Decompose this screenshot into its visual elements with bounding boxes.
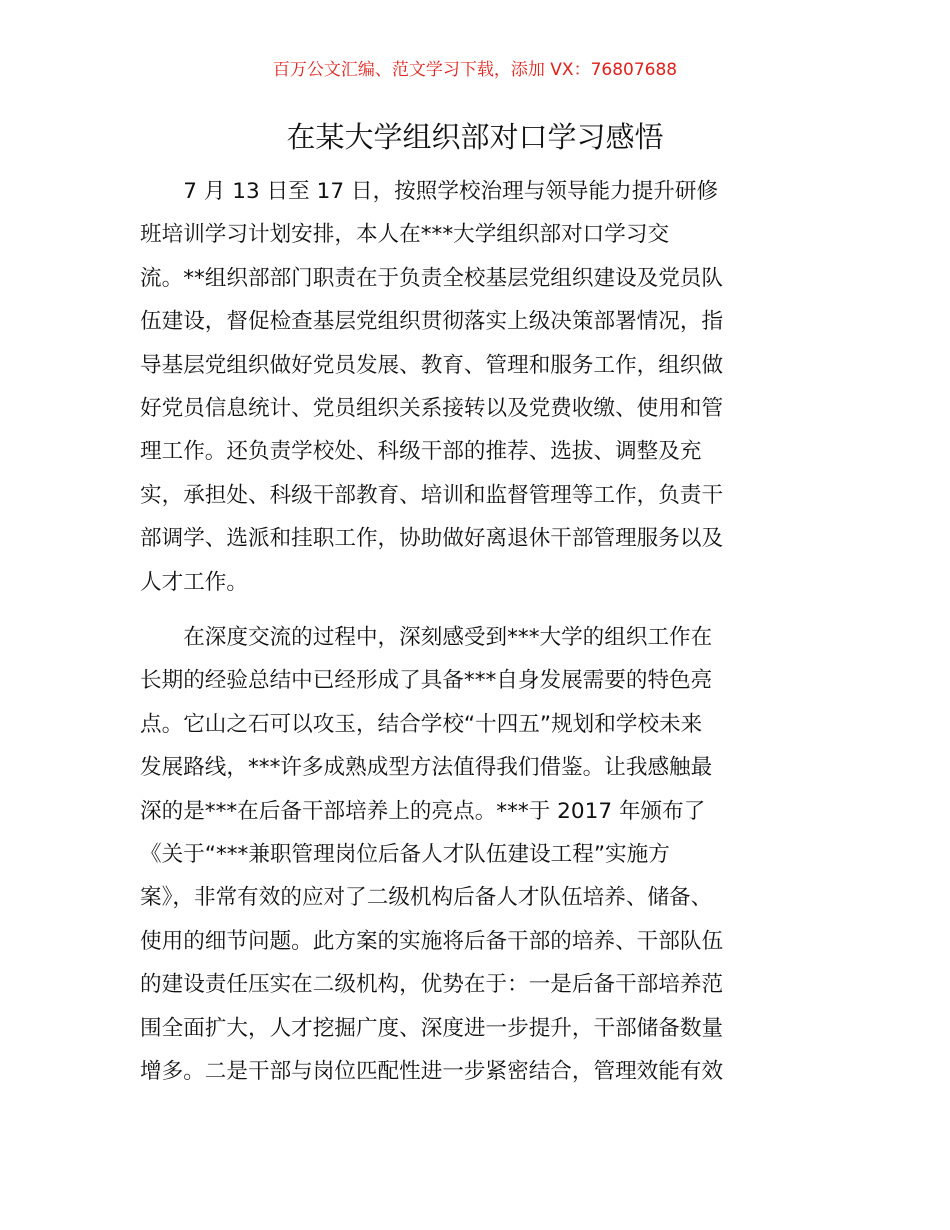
text-line: 人才工作。: [140, 569, 248, 595]
text-line: 部调学、选派和挂职工作，协助做好离退休干部管理服务以及: [140, 526, 724, 552]
text-line: 《关于“***兼职管理岗位后备人才队伍建设工程”实施方: [140, 841, 670, 867]
text-line: 7 月 13 日至 17 日，按照学校治理与领导能力提升研修: [140, 179, 719, 204]
text-line: 案》，非常有效的应对了二级机构后备人才队伍培养、储备、: [140, 885, 713, 911]
text-line: 增多。二是干部与岗位匹配性进一步紧密结合，管理效能有效: [140, 1058, 724, 1084]
promo-banner: 百万公文汇编、范文学习下载，添加 VX：76807688: [272, 60, 678, 80]
text-line: 在深度交流的过程中，深刻感受到***大学的组织工作在: [140, 625, 713, 650]
paragraph-2: [140, 616, 812, 1093]
text-line: 导基层党组织做好党员发展、教育、管理和服务工作，组织做: [140, 352, 724, 378]
text-line: 点。它山之石可以攻玉，结合学校“十四五”规划和学校未来: [140, 711, 703, 737]
text-line: 长期的经验总结中已经形成了具备***自身发展需要的特色亮: [140, 668, 713, 694]
text-line: 流。**组织部部门职责在于负责全校基层党组织建设及党员队: [140, 265, 724, 291]
text-line: 好党员信息统计、党员组织关系接转以及党费收缴、使用和管: [140, 395, 724, 421]
text-line: 班培训学习计划安排，本人在***大学组织部对口学习交: [140, 222, 670, 248]
text-line: 理工作。还负责学校处、科级干部的推荐、选拔、调整及充: [140, 439, 702, 465]
document-title: 在某大学组织部对口学习感悟: [286, 120, 664, 154]
text-line: 围全面扩大，人才挖掘广度、深度进一步提升，干部储备数量: [140, 1015, 724, 1041]
text-line: 发展路线，***许多成熟成型方法值得我们借鉴。让我感触最: [140, 755, 713, 781]
text-line: 深的是***在后备干部培养上的亮点。***于 2017 年颁布了: [140, 798, 706, 824]
paragraph-1: [140, 170, 812, 604]
text-line: 实，承担处、科级干部教育、培训和监督管理等工作，负责干: [140, 482, 724, 508]
text-line: 使用的细节问题。此方案的实施将后备干部的培养、干部队伍: [140, 928, 724, 954]
text-line: 伍建设，督促检查基层党组织贯彻落实上级决策部署情况，指: [140, 309, 724, 335]
text-line: 的建设责任压实在二级机构，优势在于：一是后备干部培养范: [140, 972, 724, 998]
